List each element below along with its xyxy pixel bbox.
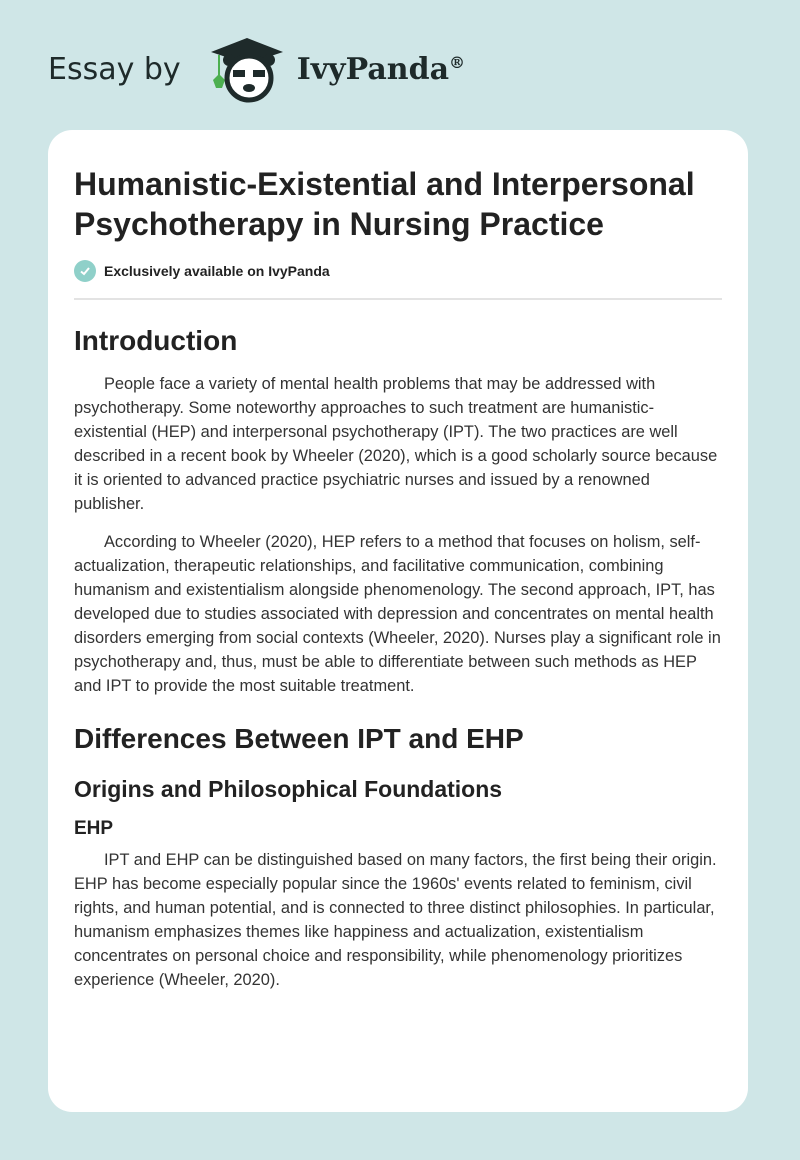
- subsubsection-heading: EHP: [74, 818, 114, 839]
- divider: [74, 298, 722, 300]
- section-heading: Differences Between IPT and EHP: [74, 723, 524, 754]
- section-heading: Introduction: [74, 325, 238, 356]
- site-logo[interactable]: [48, 34, 465, 104]
- paragraph: IPT and EHP can be distinguished based on many factors, the first being their origin. EHP has become especially popular since the 1960s' events related to feminism, civil rights, and human potential, and is connected to three distinct philosophies. In particular, humanism emphasizes themes like happiness and actualization, existentialism concentrates on personal choice and responsibility, while phenomenology prioritizes experience (Wheeler, 2020).: [74, 851, 717, 989]
- subsection-heading: Origins and Philosophical Foundations: [74, 776, 503, 802]
- panda-logo-icon: [203, 34, 287, 104]
- article-title: Humanistic-Existential and Interpersonal Psychotherapy in Nursing Practice: [74, 166, 695, 242]
- exclusive-badge: [74, 260, 722, 282]
- article-card: [48, 130, 748, 1112]
- badge-label: Exclusively available on IvyPanda: [104, 263, 330, 279]
- paragraph: People face a variety of mental health problems that may be addressed with psychotherapy. Some noteworthy approaches to such treatment are humanistic-existential (HEP) and interpersonal psychotherapy (IPT). The two practices are well described in a recent book by Wheeler (2020), which is a good scholarly source because it is oriented to advanced practice psychiatric nurses and issued by a renowned publisher.: [74, 375, 718, 513]
- paragraph: According to Wheeler (2020), HEP refers to a method that focuses on holism, self-actualization, therapeutic relationships, and facilitative communication, combining humanism and existentialism alongside phenomenology. The second approach, IPT, has developed due to studies associated with depression and concentrates on mental health disorders emerging from social contexts (Wheeler, 2020). Nurses play a significant role in psychotherapy and, thus, must be able to differentiate between such methods as HEP and IPT to provide the most suitable treatment.: [74, 533, 721, 695]
- essay-by-label: Essay by: [48, 51, 181, 87]
- brand-name: IvyPanda®: [296, 51, 466, 87]
- check-icon: [74, 260, 96, 282]
